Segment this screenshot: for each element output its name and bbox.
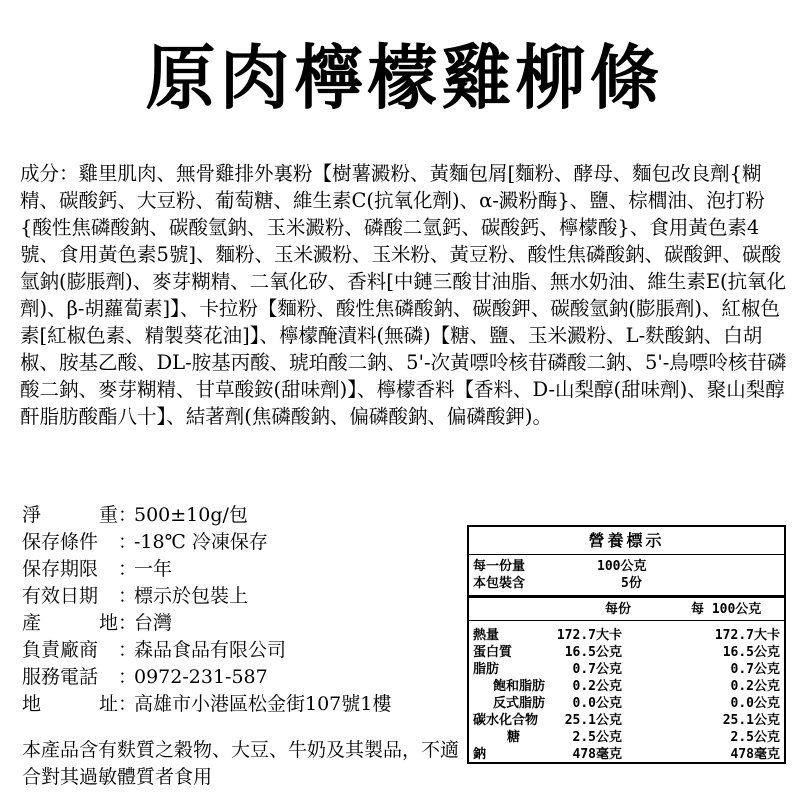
product-title: 原肉檸檬雞柳條 bbox=[145, 36, 664, 119]
info-value: 森品食品有限公司 bbox=[134, 639, 287, 661]
info-value: -18℃ 冷凍保存 bbox=[134, 531, 268, 553]
nutrient-row: 蛋白質 16.5公克 16.5公克 bbox=[473, 645, 780, 660]
info-row-origin: 產 地 ： 台灣 bbox=[22, 610, 462, 637]
product-info-list bbox=[22, 502, 462, 718]
nutrition-column-headers: 每份 每 100公克 bbox=[605, 602, 762, 617]
info-row-storage: 保存條件 ： -18℃ 冷凍保存 bbox=[22, 529, 462, 556]
info-label: 淨 重 bbox=[22, 504, 118, 526]
info-label: 有效日期 bbox=[22, 585, 99, 607]
info-label: 地 址 bbox=[22, 693, 118, 715]
nutrient-row: 熱量 172.7大卡 172.7大卡 bbox=[473, 628, 780, 643]
ingredients-text: 成分：雞里肌肉、無骨雞排外裏粉【樹薯澱粉、黃麵包屑[麵粉、酵母、麵包改良劑{糊精、碳酸鈣、大豆粉、葡萄糖、維生素C(抗氧化劑)、α-澱粉酶}、鹽、棕櫚油、泡打粉{酸性焦磷酸鈉、碳酸氫鈉、玉米澱粉、磷酸二氫鈣、碳酸鈣、檸檬酸}、食用黃色素4號、食用黃色素5號]、麵粉、玉米澱粉、玉米粉、黃豆粉、酸性焦磷酸鈉、碳酸鉀、碳酸氫鈉(膨脹劑)、麥芽糊精、二氧化矽、香料[中鏈三酸甘油脂、無水奶油、維生素E(抗氧化劑)、β-胡蘿蔔素]】、卡拉粉【麵粉、酸性焦磷酸鈉、碳酸鉀、碳酸氫鈉(膨脹劑)、紅椒色素[紅椒色素、精製葵花油]】、檸檬醃漬料(無磷)【糖、鹽、玉米澱粉、L-麩酸鈉、白胡椒、胺基乙酸、DL-胺基丙酸、琥珀酸二鈉、5'-次黃嘌呤核苷磷酸二鈉、5'-鳥嘌呤核苷磷酸二鈉、麥芽糊精、甘草酸銨(甜味劑)】、檸檬香料【香料、D-山梨醇(甜味劑)、聚山梨醇酐脂肪酸酯八十】、結著劑(焦磷酸鈉、偏磷酸鈉、偏磷酸鉀)。 bbox=[20, 162, 787, 428]
info-row-shelf-life: 保存期限 ： 一年 bbox=[22, 556, 462, 583]
nutrient-row: 反式脂肪 0.0公克 0.0公克 bbox=[493, 696, 780, 711]
info-label: 產 地 bbox=[22, 612, 118, 634]
serving-size-row: 每一份量 100公克 bbox=[473, 559, 647, 574]
nutrient-row: 碳水化合物 25.1公克 25.1公克 bbox=[473, 713, 780, 728]
info-row-address: 地 址 ： 高雄市小港區松金街107號1樓 bbox=[22, 691, 462, 718]
nutrient-row: 糖 2.5公克 2.5公克 bbox=[507, 730, 780, 745]
allergen-notice: 本產品含有麩質之穀物、大豆、牛奶及其製品，不適合對其過敏體質者食用 bbox=[22, 739, 460, 788]
info-value: 標示於包裝上 bbox=[134, 585, 249, 607]
info-row-net-weight: 淨 重 ： 500±10g/包 bbox=[22, 502, 462, 529]
nutrient-row: 脂肪 0.7公克 0.7公克 bbox=[473, 662, 780, 677]
info-row-expiry: 有效日期 ： 標示於包裝上 bbox=[22, 583, 462, 610]
info-value: 0972-231-587 bbox=[134, 666, 268, 688]
info-row-manufacturer: 負責廠商 ： 森品食品有限公司 bbox=[22, 637, 462, 664]
servings-per-package-row: 本包裝含 5份 bbox=[473, 576, 642, 591]
nutrition-title: 營養標示 bbox=[469, 527, 784, 555]
info-row-phone: 服務電話 ： 0972-231-587 bbox=[22, 664, 462, 691]
info-label: 保存期限 bbox=[22, 558, 99, 580]
info-value: 500±10g/包 bbox=[134, 504, 248, 526]
info-value: 高雄市小港區松金街107號1樓 bbox=[134, 693, 392, 715]
info-value: 台灣 bbox=[134, 612, 173, 634]
info-label: 負責廠商 bbox=[22, 639, 99, 661]
nutrient-row: 飽和脂肪 0.2公克 0.2公克 bbox=[493, 679, 780, 694]
info-label: 服務電話 bbox=[22, 666, 99, 688]
nutrition-facts-table bbox=[467, 525, 786, 764]
nutrient-row: 鈉 478毫克 478毫克 bbox=[473, 747, 780, 762]
info-value: 一年 bbox=[134, 558, 173, 580]
info-label: 保存條件 bbox=[22, 531, 99, 553]
